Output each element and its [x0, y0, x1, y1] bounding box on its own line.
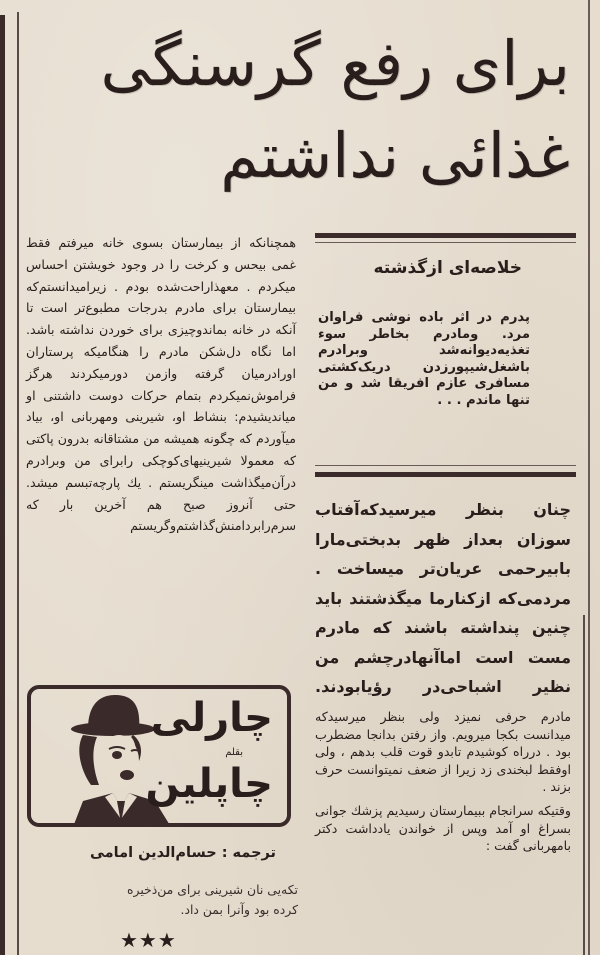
feature-title-box — [27, 685, 291, 827]
headline-line-1: برای رفع گرسنگی — [100, 27, 570, 100]
summary-rule-top-thick — [315, 233, 576, 238]
continued-line-2: کرده بود وآنرا بمن داد. — [180, 902, 298, 917]
page-edge-shadow — [0, 15, 5, 955]
translator-credit: ترجمه : حسام‌الدین امامی — [90, 845, 276, 861]
headline-line-2: غذائی نداشتم — [220, 119, 570, 192]
continued-line-1: تکه‌یی نان شیرینی برای من‌ذخیره — [126, 882, 298, 897]
section-end-stars-icon: ★★★ — [120, 928, 177, 952]
right-column-body — [315, 708, 571, 855]
right-column-lead — [315, 495, 571, 702]
feature-name-last: چاپلین — [145, 761, 273, 807]
summary-body: پدرم در اثر باده نوشی فراوان مرد. ومادرم بخاطر سوء تغذیه‌دیوانه‌شد وبرادرم باشغل‌شیپورزدن دریک‌کشتی مسافری عازم افریقا شد و من تنها ماندم . . . — [318, 310, 530, 408]
summary-rule-bottom-thin — [315, 465, 576, 466]
headline — [50, 18, 570, 202]
column-rule-right-lower — [583, 615, 585, 955]
lead-paragraph: چنان بنظر میرسیدکه‌آفتاب سوزان بعداز ظهر بدبختی‌مارا بابیرحمی عریان‌تر میساخت . مردمی‌که ازکنارما میگذشتند باید چنین پنداشته باشند که مادرم مست است اماآنهادرچشم من نظیر اشباحی‌در رؤیابودند. — [315, 500, 571, 696]
feature-name-first: چارلی — [150, 695, 273, 741]
left-column-text — [26, 232, 296, 537]
summary-title: خلاصه‌ای ازگذشته — [373, 258, 522, 278]
column-rule-right — [588, 0, 590, 955]
left-column-paragraph: همچنانکه از بیمارستان بسوی خانه میرفتم فقط غمی بیحس و کرخت را در وجود خویشتن احساس میکردم . معهذاراحت‌شده بودم . زیرامیدانستم‌که بیمارستان برای مادرم بدرجات مطبوع‌تر است تا آنکه در خانه بماندوچیزی برای خوردن نداشته باشد. اما نگاه دل‌شکن مادرم را هنگامیکه پرستاران اورادرمیان گرفته وازمن دورمیکردند هرگز فراموش‌نمیکردم بتمام حرکات دوست داشتنی او میاندیشیدم: بنشاط او، شیرینی ومهربانی او، بیاد میآوردم که چگونه همیشه من مشتاقانه بدرون پاکتی که معمولا شیرینیهای‌کوچکی رابرای من وبرادرم درآن‌میگذاشت مینگریستم . یك پارچه‌تبسم میشد. حتی آنروز صبح هم آخرین بار که سرم‌رابردامنش‌گذاشتم‌وگریستم — [26, 235, 296, 534]
summary-rule-bottom-thick — [315, 472, 576, 477]
continued-text — [28, 880, 298, 920]
body-paragraph-1: مادرم حرفی نمیزد ولی بنظر میرسیدکه میدانست بکجا میرویم. واز رفتن بدانجا مضطرب بود . درراه کوشیدم تابدو قوت قلب بدهم ، ولی اوفقط لبخندی زد زیرا از ضعف نمیتوانست حرف بزند . — [315, 709, 571, 795]
summary-rule-top-thin — [315, 242, 576, 243]
body-paragraph-2: وقتیکه سرانجام ببیمارستان رسیدیم پزشك جوانی بسراغ او آمد وپس از خواندن یادداشت دکتر بامهربانی گفت : — [315, 802, 571, 854]
feature-byline: بقلم — [225, 747, 243, 758]
column-rule-left — [17, 12, 19, 955]
